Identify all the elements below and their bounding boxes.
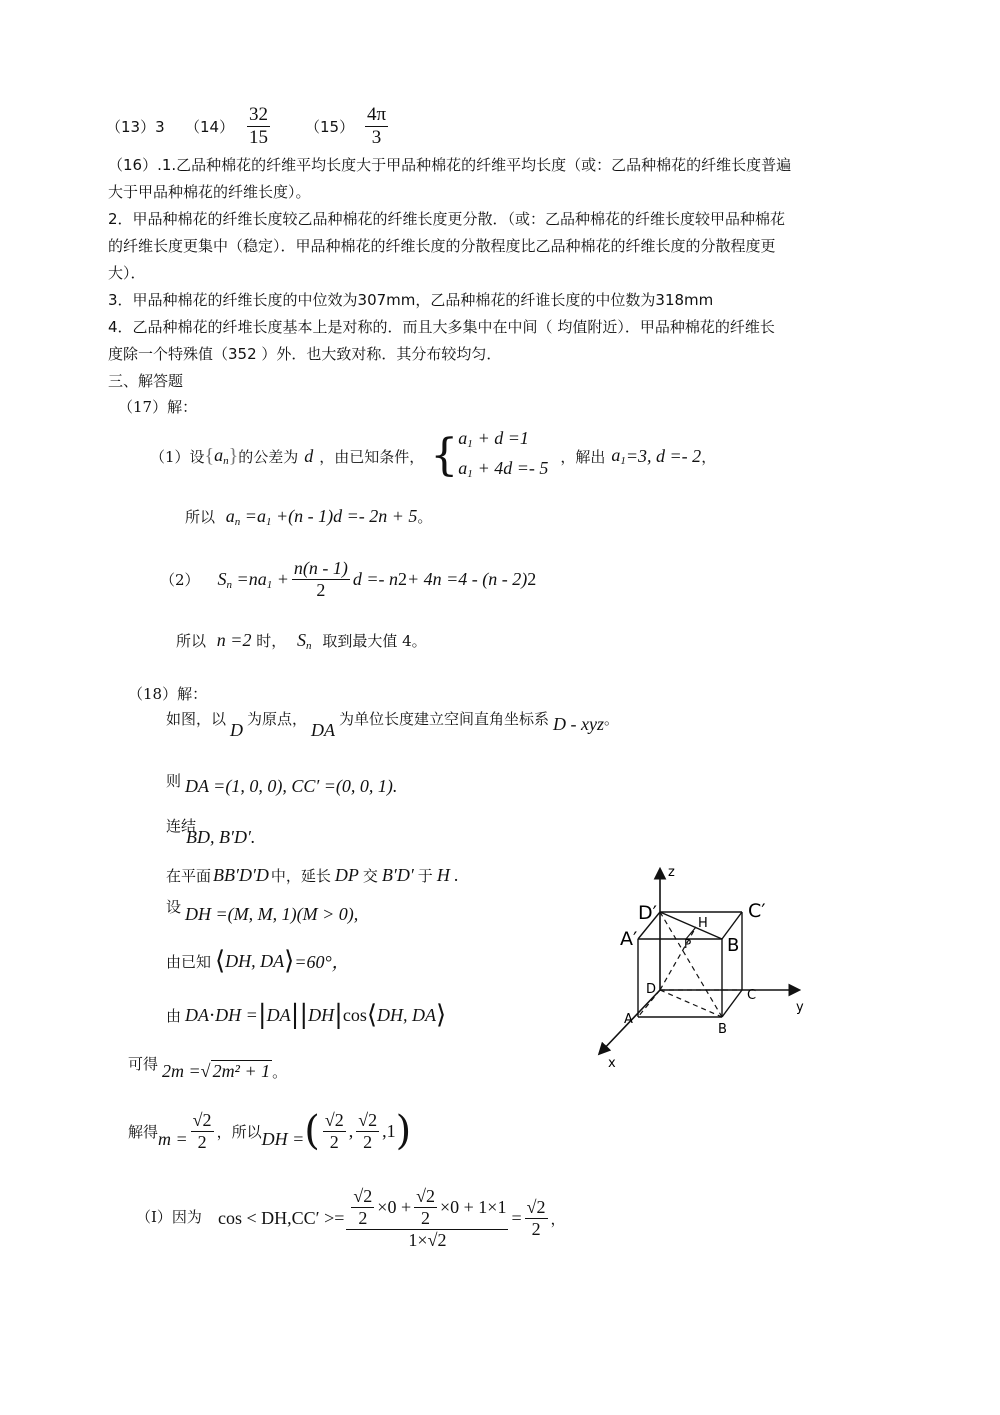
- q16-line3: 2．甲品种棉花的纤维长度较乙品种棉花的纤维长度更分散．（或：乙品种棉花的纤维长度较甲品种棉花: [108, 210, 786, 228]
- answer-14-fraction: $\frac{32}{15}$: [249, 104, 268, 148]
- answer-15-fraction: $\frac{4\pi}{3}$: [367, 104, 387, 148]
- q16-line1: （16）.1.乙品种棉花的纤维平均长度大于甲品种棉花的纤维平均长度（或：乙品种棉花的纤维长度普遍: [108, 156, 792, 174]
- section-title: 三、解答题: [108, 372, 184, 390]
- label-y: y: [796, 1000, 804, 1015]
- q17-label: （17）解：: [118, 398, 198, 416]
- q17-part1: （1）设 { $a_n$ } 的公差为 d ，由已知条件， { $a_1 + d =1$ $a_1 + 4d =- 5$ ，解出 $a_1$ =3, d =- 2 ，: [150, 428, 717, 481]
- q18-line6: 由已知 ⟨ DH, DA ⟩ =60°，: [166, 946, 350, 976]
- q17-conclusion: 所以 n =2 时， $S_n$ 取到最大值 4。: [176, 630, 427, 652]
- label-Aprime: A′: [620, 928, 638, 950]
- q18-line3: 连结BD, B′D′.: [166, 817, 256, 847]
- label-Bprime: B: [727, 935, 740, 956]
- label-B: B: [718, 1022, 727, 1037]
- q17-part2: （2） $S_n =na_1$ + $\frac{n(n - 1)}{2}$ d =- n 2 + 4n =4 - (n - 2) 2: [160, 558, 537, 600]
- label-Dprime: D′: [638, 902, 657, 924]
- q16-line4: 的纤维长度更集中（稳定）．甲品种棉花的纤维长度的分散程度比乙品种棉花的纤维长度的分散程度更: [108, 237, 776, 255]
- q18-line8: 可得 2m = √ 2m² + 1 。: [128, 1054, 288, 1081]
- q18-label: （18）解：: [128, 685, 208, 703]
- q18-part1-cos: cos < DH,CC′ >= $\frac{√2}{2}$ ×0 + $\frac{√2}{2}$ ×0 + 1×1 1×√2 = $\frac{√2}{2}$ ，: [218, 1186, 566, 1250]
- q16-line8: 度除一个特殊值（352 ）外．也大致对称．其分布较均匀．: [108, 345, 502, 363]
- label-z: z: [668, 865, 675, 880]
- cube-figure: [590, 855, 830, 1075]
- answer-13: （13）3: [106, 118, 165, 136]
- label-D: D: [646, 982, 657, 997]
- q17-an-formula: 所以 $a_n =a_1 +(n - 1)d =- 2n + 5$。: [185, 506, 433, 528]
- answer-15-label: （15）: [305, 118, 355, 136]
- q18-line5: 设 DH =(M, M, 1)(M > 0),: [166, 898, 359, 924]
- label-H: H: [698, 916, 708, 931]
- q18-part1-label: （Ⅰ）因为: [136, 1208, 202, 1226]
- label-Cprime: C′: [748, 900, 766, 922]
- q18-line7: 由 DA⋅DH = | DA || DH | cos ⟨ DH, DA ⟩: [166, 1000, 447, 1030]
- answer-14-label: （14）: [185, 118, 235, 136]
- q16-line6: 3．甲品种棉花的纤维长度的中位效为307mm，乙品种棉花的纤谁长度的中位数为318mm: [108, 291, 714, 309]
- q18-line4: 在平面 BB′D′D 中，延长 DP 交 B′D′ 于 H .: [166, 865, 459, 885]
- label-x: x: [608, 1056, 616, 1071]
- q16-line5: 大）．: [108, 264, 146, 282]
- q18-line9: 解得 m = $\frac{√2}{2}$ ，所以 DH = ( $\frac{√2}{2}$ , $\frac{√2}{2}$ ,1 ): [128, 1108, 412, 1154]
- q16-line7: 4．乙品种棉花的纤堆长度基本上是对称的．而且大多集中在中间（ 均值附近）．甲品种棉花的纤维长: [108, 318, 775, 336]
- q18-line2: 则 DA =(1, 0, 0), CC′ =(0, 0, 1).: [166, 772, 398, 796]
- label-C: C: [747, 988, 757, 1003]
- q16-line2: 大于甲品种棉花的纤维长度）。: [108, 183, 311, 201]
- q18-line1: 如图，以D为原点，DA为单位长度建立空间直角坐标系 D - xyz。: [166, 710, 620, 740]
- label-P: P: [684, 937, 692, 951]
- label-A: A: [624, 1012, 633, 1027]
